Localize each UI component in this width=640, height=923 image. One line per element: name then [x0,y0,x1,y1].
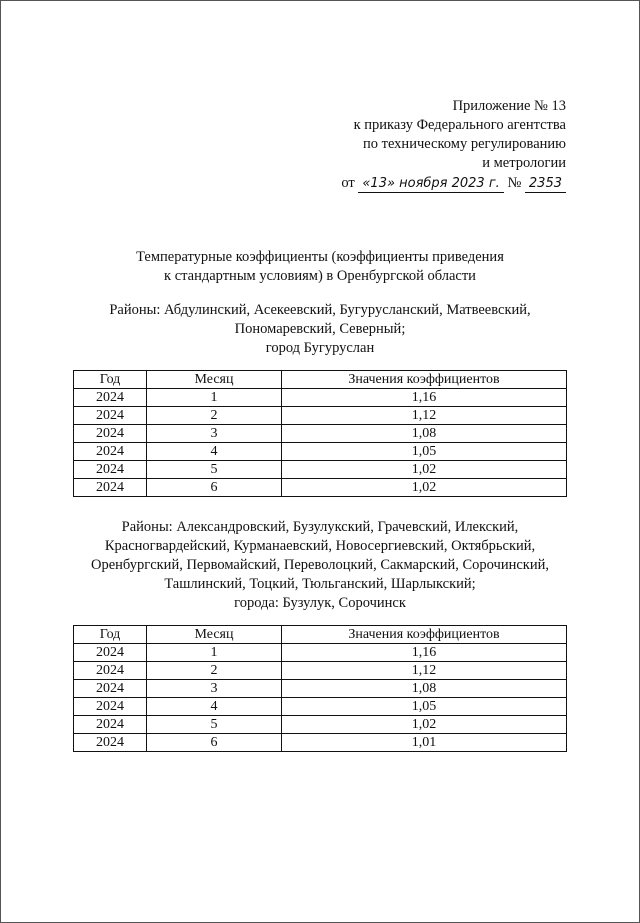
cell-year: 2024 [74,734,147,752]
districts-line: Пономаревский, Северный; [234,321,406,337]
cell-year: 2024 [74,479,147,497]
cell-value: 1,08 [282,680,567,698]
table-row [74,479,567,497]
cell-value: 1,05 [282,698,567,716]
table-header-row [74,371,567,389]
table-row [74,716,567,734]
header-year: Год [74,626,147,644]
cell-year: 2024 [74,425,147,443]
cell-value: 1,12 [282,662,567,680]
cell-value: 1,16 [282,644,567,662]
cell-year: 2024 [74,644,147,662]
table-row [74,389,567,407]
cell-year: 2024 [74,407,147,425]
cell-value: 1,16 [282,389,567,407]
handwritten-number: 2353 [525,176,566,193]
cell-month: 5 [147,461,282,479]
table-row [74,662,567,680]
districts-section-2 [0,518,640,613]
cell-month: 1 [147,389,282,407]
table-row [74,680,567,698]
number-label: № [507,175,522,191]
cell-month: 5 [147,716,282,734]
cell-month: 1 [147,644,282,662]
table-row [74,407,567,425]
table-row [74,644,567,662]
header-value: Значения коэффициентов [282,371,567,389]
cell-year: 2024 [74,662,147,680]
districts-line: Ташлинский, Тоцкий, Тюльганский, Шарлыкский; [164,576,476,592]
cell-value: 1,02 [282,716,567,734]
cell-value: 1,02 [282,461,567,479]
cell-month: 4 [147,698,282,716]
cell-year: 2024 [74,698,147,716]
document-title [0,248,640,286]
from-label: от [341,175,355,191]
districts-line: Районы: Александровский, Бузулукский, Грачевский, Илекский, [121,519,519,535]
header-year: Год [74,371,147,389]
appendix-number: Приложение № 13 [452,98,566,114]
districts-line: Оренбургский, Первомайский, Переволоцкий, Сакмарский, Сорочинский, [91,557,549,573]
coefficients-table-1 [73,370,567,497]
table-row [74,443,567,461]
header-month: Месяц [147,626,282,644]
cell-month: 2 [147,407,282,425]
table-row [74,425,567,443]
cell-year: 2024 [74,461,147,479]
cell-year: 2024 [74,680,147,698]
table-row [74,734,567,752]
appendix-header [341,97,566,193]
title-line-1: Температурные коэффициенты (коэффициенты приведения [136,249,504,265]
districts-line: Районы: Абдулинский, Асекеевский, Бугурусланский, Матвеевский, [109,302,531,318]
districts-line: город Бугуруслан [265,340,375,356]
districts-section-1 [0,301,640,358]
cell-month: 4 [147,443,282,461]
cell-month: 3 [147,425,282,443]
cell-month: 3 [147,680,282,698]
table-header-row [74,626,567,644]
cell-value: 1,08 [282,425,567,443]
title-line-2: к стандартным условиям) в Оренбургской области [164,268,476,284]
header-month: Месяц [147,371,282,389]
agency-name-cont: и метрологии [482,155,566,171]
table-row [74,461,567,479]
cell-value: 1,05 [282,443,567,461]
districts-line: города: Бузулук, Сорочинск [234,595,406,611]
table-row [74,698,567,716]
cell-month: 6 [147,479,282,497]
cell-value: 1,02 [282,479,567,497]
cell-year: 2024 [74,389,147,407]
districts-line: Красногвардейский, Курманаевский, Новосергиевский, Октябрьский, [104,538,536,554]
handwritten-date: «13» ноября 2023 г. [358,176,503,193]
order-date-line [341,174,566,193]
header-value: Значения коэффициентов [282,626,567,644]
cell-month: 2 [147,662,282,680]
cell-year: 2024 [74,443,147,461]
cell-year: 2024 [74,716,147,734]
cell-month: 6 [147,734,282,752]
coefficients-table-2 [73,625,567,752]
cell-value: 1,12 [282,407,567,425]
cell-value: 1,01 [282,734,567,752]
order-reference: к приказу Федерального агентства [353,117,566,133]
agency-name: по техническому регулированию [362,136,566,152]
